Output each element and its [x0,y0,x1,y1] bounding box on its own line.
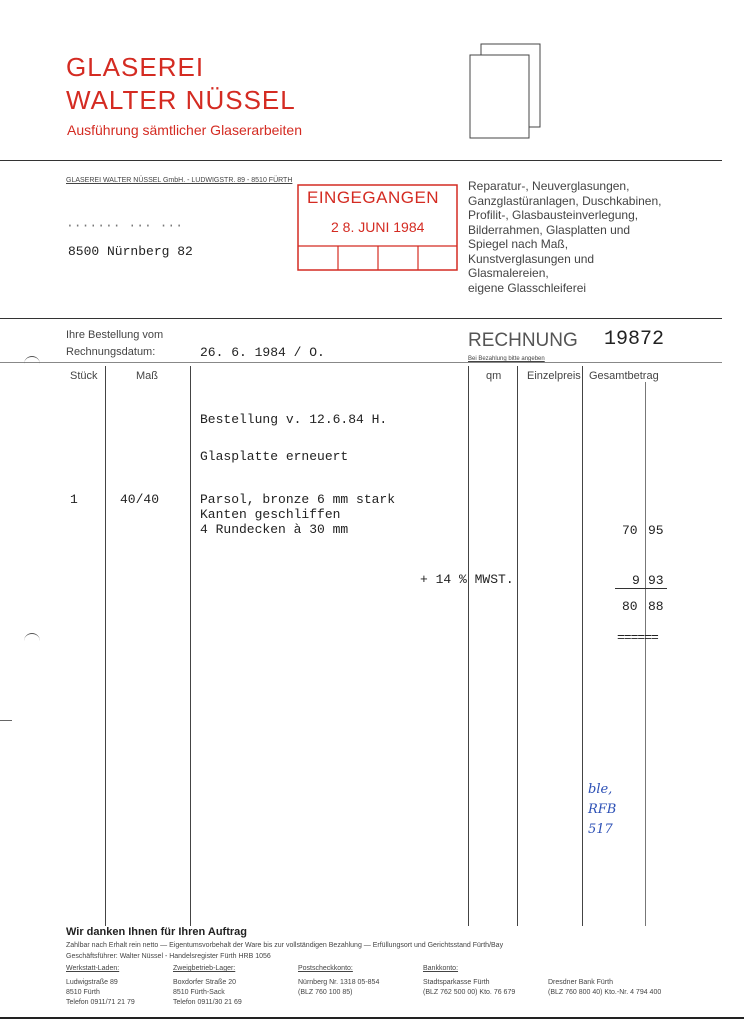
col-header-qm: qm [486,370,502,382]
col-rule-2 [190,366,191,926]
footer-workshop-l3: Telefon 0911/71 21 79 [66,999,135,1006]
footer-bank-l2: (BLZ 762 500 00) Kto. 76 679 [423,989,516,996]
footer-col-dresdner [548,964,661,998]
col-rule-5 [582,366,583,926]
service-item: Ganzglastüranlagen, Duschkabinen, [468,193,662,208]
item-desc-line1: Parsol, bronze 6 mm stark [200,492,396,507]
sender-return-line: GLASEREI WALTER NÜSSEL GmbH. - LUDWIGSTR. 89 - 8510 FÜRTH [66,177,293,184]
service-item: Reparatur-, Neuverglasungen, [468,179,630,193]
handwritten-line3: 517 [588,822,613,837]
total-double-rule: ====== [617,630,658,645]
col-header-gesamtbetrag: Gesamtbetrag [589,370,659,382]
footer-col-bank [423,964,515,998]
company-tagline: Ausführung sämtlicher Glaserarbeiten [67,122,303,138]
invoice-number-note: Bei Bezahlung bitte angeben [468,356,545,362]
handwritten-line2: RFB [588,802,617,817]
total-amount-int: 80 [622,599,638,614]
fold-mark [0,720,12,721]
invoice-title: RECHNUNG [468,330,578,351]
col-header-einzelpreis: Einzelpreis [527,370,581,382]
vat-underline [615,588,667,589]
document-stack-icon [468,42,548,142]
footer-bank-l1: Stadtsparkasse Fürth [423,979,490,986]
footer-dresdner-l1: Dresdner Bank Fürth [548,979,613,986]
vat-label: + 14 % MWST. [420,572,514,587]
footer-postal-l2: (BLZ 760 100 85) [298,989,353,996]
recipient-street-illegible: ······· ··· ··· [66,218,184,233]
service-item: Glasmalereien, [468,266,549,280]
service-item: eigene Glasschleiferei [468,280,587,295]
item-amount-int: 70 [622,523,638,538]
col-rule-4 [517,366,518,926]
footer-branch-l2: 8510 Fürth-Sack [173,989,225,996]
hole-punch-mark-top [24,356,40,365]
invoice-date-value: 26. 6. 1984 / O. [200,345,325,360]
footer-terms: Zahlbar nach Erhalt rein netto — Eigentumsvorbehalt der Ware bis zur vollständigen Bezahlung — Erfüllungsort und Gerichtsstand Fürth/Bay [66,942,504,949]
letterhead-rule [0,160,722,161]
col-header-stueck: Stück [70,370,98,382]
invoice-date-label: Rechnungsdatum: [66,346,156,358]
service-item: Kunstverglasungen und [468,251,595,266]
footer-workshop-l2: 8510 Fürth [66,989,100,996]
footer-dresdner-l2: (BLZ 760 800 40) Kto.-Nr. 4 794 400 [548,989,662,996]
service-item: Profilit-, Glasbausteinverlegung, [468,208,639,222]
footer-thanks: Wir danken Ihnen für Ihren Auftrag [66,926,248,938]
footer-bank-head: Bankkonto: [423,965,459,972]
service-item: Spiegel nach Maß, [468,237,569,251]
order-reference: Bestellung v. 12.6.84 H. [200,412,388,427]
service-item: Bilderrahmen, Glasplatten und [468,222,631,237]
footer-branch-l3: Telefon 0911/30 21 69 [173,999,242,1006]
footer-workshop-l1: Ludwigstraße 89 [66,979,118,986]
footer-col-workshop [66,964,135,1008]
company-name-line1: GLASEREI [66,52,205,82]
item-amount-dec: 95 [648,523,664,538]
services-list [468,179,718,295]
invoice-number: 19872 [604,328,665,351]
col-rule-3 [468,366,469,926]
bottom-rule [0,1017,744,1019]
recipient-city: 8500 Nürnberg 82 [68,244,193,259]
stamp-date: 2 8. JUNI 1984 [331,219,425,235]
col-header-mass: Maß [136,370,158,382]
hole-punch-mark-mid [24,633,40,642]
footer-postal-l1: Nürnberg Nr. 1318 05-854 [298,979,380,986]
footer-manager: Geschäftsführer: Walter Nüssel - Handelsregister Fürth HRB 1056 [66,953,271,960]
stamp-title: EINGEGANGEN [307,188,440,207]
total-amount-dec: 88 [648,599,664,614]
item-desc-line3: 4 Rundecken à 30 mm [200,522,349,537]
footer-col-branch [173,964,242,1008]
address-rule [0,318,722,319]
col-rule-1 [105,366,106,926]
footer-workshop-head: Werkstatt-Laden: [66,965,120,972]
footer-branch-head: Zweigbetrieb-Lager: [173,965,236,972]
col-rule-6 [645,382,646,926]
received-stamp [297,184,459,272]
vat-amount-dec: 93 [648,573,664,588]
company-name-line2: WALTER NÜSSEL [66,85,296,115]
handwritten-note [588,780,616,840]
handwritten-line1: ble, [588,782,613,797]
table-header-top-rule [0,362,722,363]
work-description: Glasplatte erneuert [200,449,349,464]
footer-col-postal [298,964,379,998]
item-size: 40/40 [120,492,160,507]
footer-postal-head: Postscheckkonto: [298,965,353,972]
order-date-label: Ihre Bestellung vom [66,329,164,341]
footer-branch-l1: Boxdorfer Straße 20 [173,979,237,986]
vat-amount-int: 9 [632,573,640,588]
item-quantity: 1 [70,492,78,507]
item-desc-line2: Kanten geschliffen [200,507,341,522]
